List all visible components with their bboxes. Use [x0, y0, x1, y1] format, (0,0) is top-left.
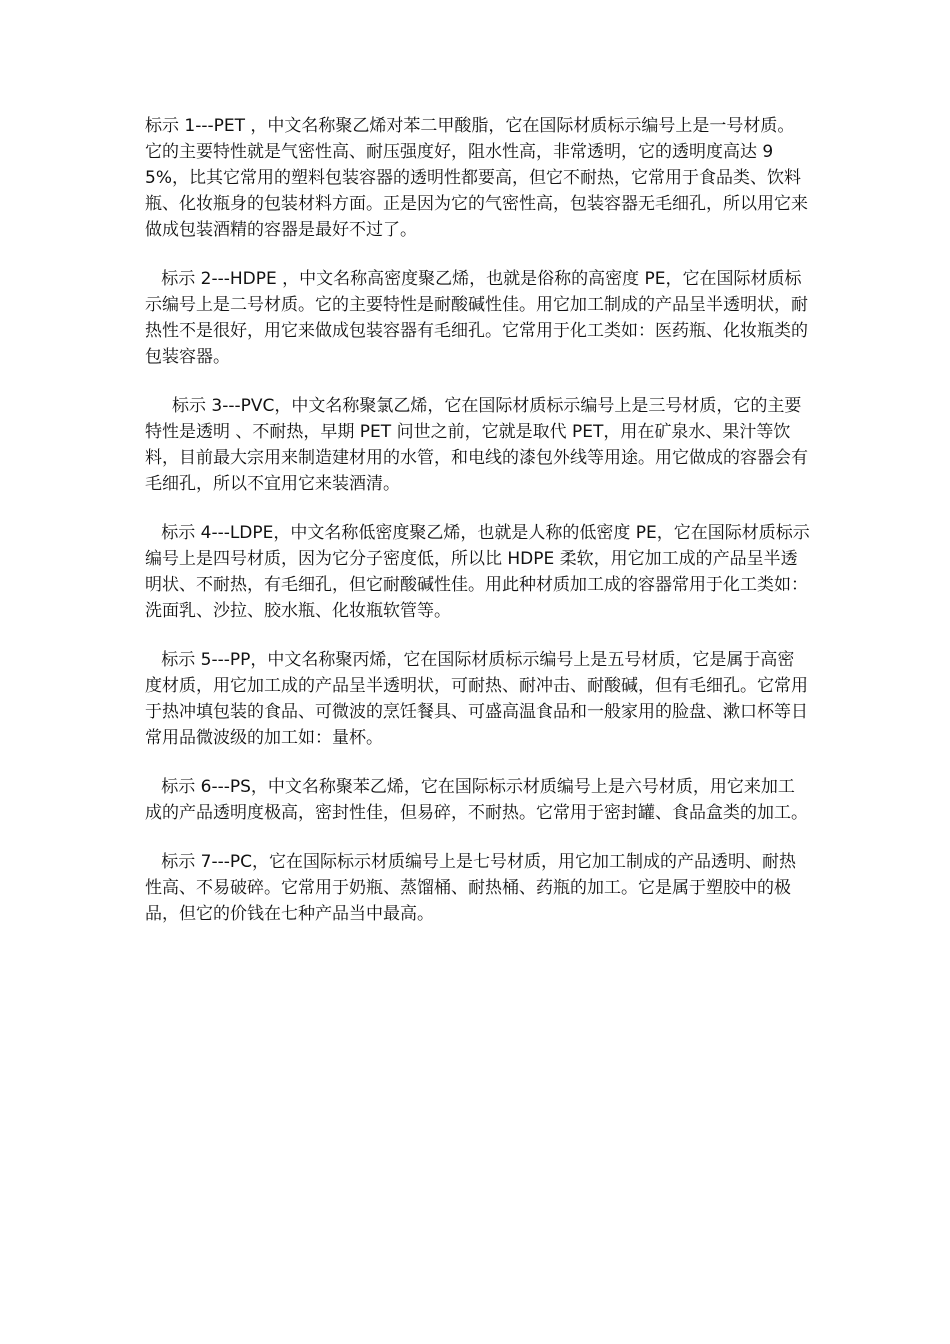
document-body — [145, 113, 811, 927]
paragraph-pc: 标示 7---PC，它在国际标示材质编号上是七号材质，用它加工制成的产品透明、耐热性高、不易破碎。它常用于奶瓶、蒸馏桶、耐热桶、药瓶的加工。它是属于塑胶中的极品，但它的价钱在七种产品当中最高。 — [145, 852, 796, 924]
paragraph-pet: 标示 1---PET ，中文名称聚乙烯对苯二甲酸脂，它在国际材质标示编号上是一号材质。它的主要特性就是气密性高、耐压强度好，阻水性高，非常透明，它的透明度高达 95%，比其它常用的塑料包装容器的透明性都要高，但它不耐热，它常用于食品类、饮料瓶、化妆瓶身的包装材料方面。正是因为它的气密性高，包装容器无毛细孔，所以用它来做成包装酒精的容器是最好不过了。 — [145, 116, 808, 240]
paragraph-ldpe: 标示 4---LDPE，中文名称低密度聚乙烯，也就是人称的低密度 PE，它在国际材质标示编号上是四号材质，因为它分子密度低，所以比 HDPE 柔软，用它加工成的产品呈半透明状、不耐热，有毛细孔，但它耐酸碱性佳。用此种材质加工成的容器常用于化工类如：洗面乳、沙拉、胶水瓶、化妆瓶软管等。 — [145, 523, 810, 621]
paragraph-pp: 标示 5---PP，中文名称聚丙烯，它在国际材质标示编号上是五号材质，它是属于高密度材质，用它加工成的产品呈半透明状，可耐热、耐冲击、耐酸碱，但有毛细孔。它常用于热冲填包装的食品、可微波的烹饪餐具、可盛高温食品和一般家用的脸盘、漱口杯等日常用品微波级的加工如：量杯。 — [145, 650, 808, 748]
paragraph-hdpe: 标示 2---HDPE ，中文名称高密度聚乙烯，也就是俗称的高密度 PE，它在国际材质标示编号上是二号材质。它的主要特性是耐酸碱性佳。用它加工制成的产品呈半透明状，耐热性不是很好，用它来做成包装容器有毛细孔。它常用于化工类如：医药瓶、化妆瓶类的包装容器。 — [145, 269, 808, 367]
paragraph-pvc: 标示 3---PVC，中文名称聚氯乙烯，它在国际材质标示编号上是三号材质，它的主要特性是透明 、不耐热，早期 PET 问世之前，它就是取代 PET，用在矿泉水、果汁等饮料，目前最大宗用来制造建材用的水管，和电线的漆包外线等用途。用它做成的容器会有毛细孔，所以不宜用它来装酒清。 — [145, 396, 808, 494]
paragraph-ps: 标示 6---PS，中文名称聚苯乙烯，它在国际标示材质编号上是六号材质，用它来加工成的产品透明度极高，密封性佳，但易碎，不耐热。它常用于密封罐、食品盒类的加工。 — [145, 777, 808, 823]
